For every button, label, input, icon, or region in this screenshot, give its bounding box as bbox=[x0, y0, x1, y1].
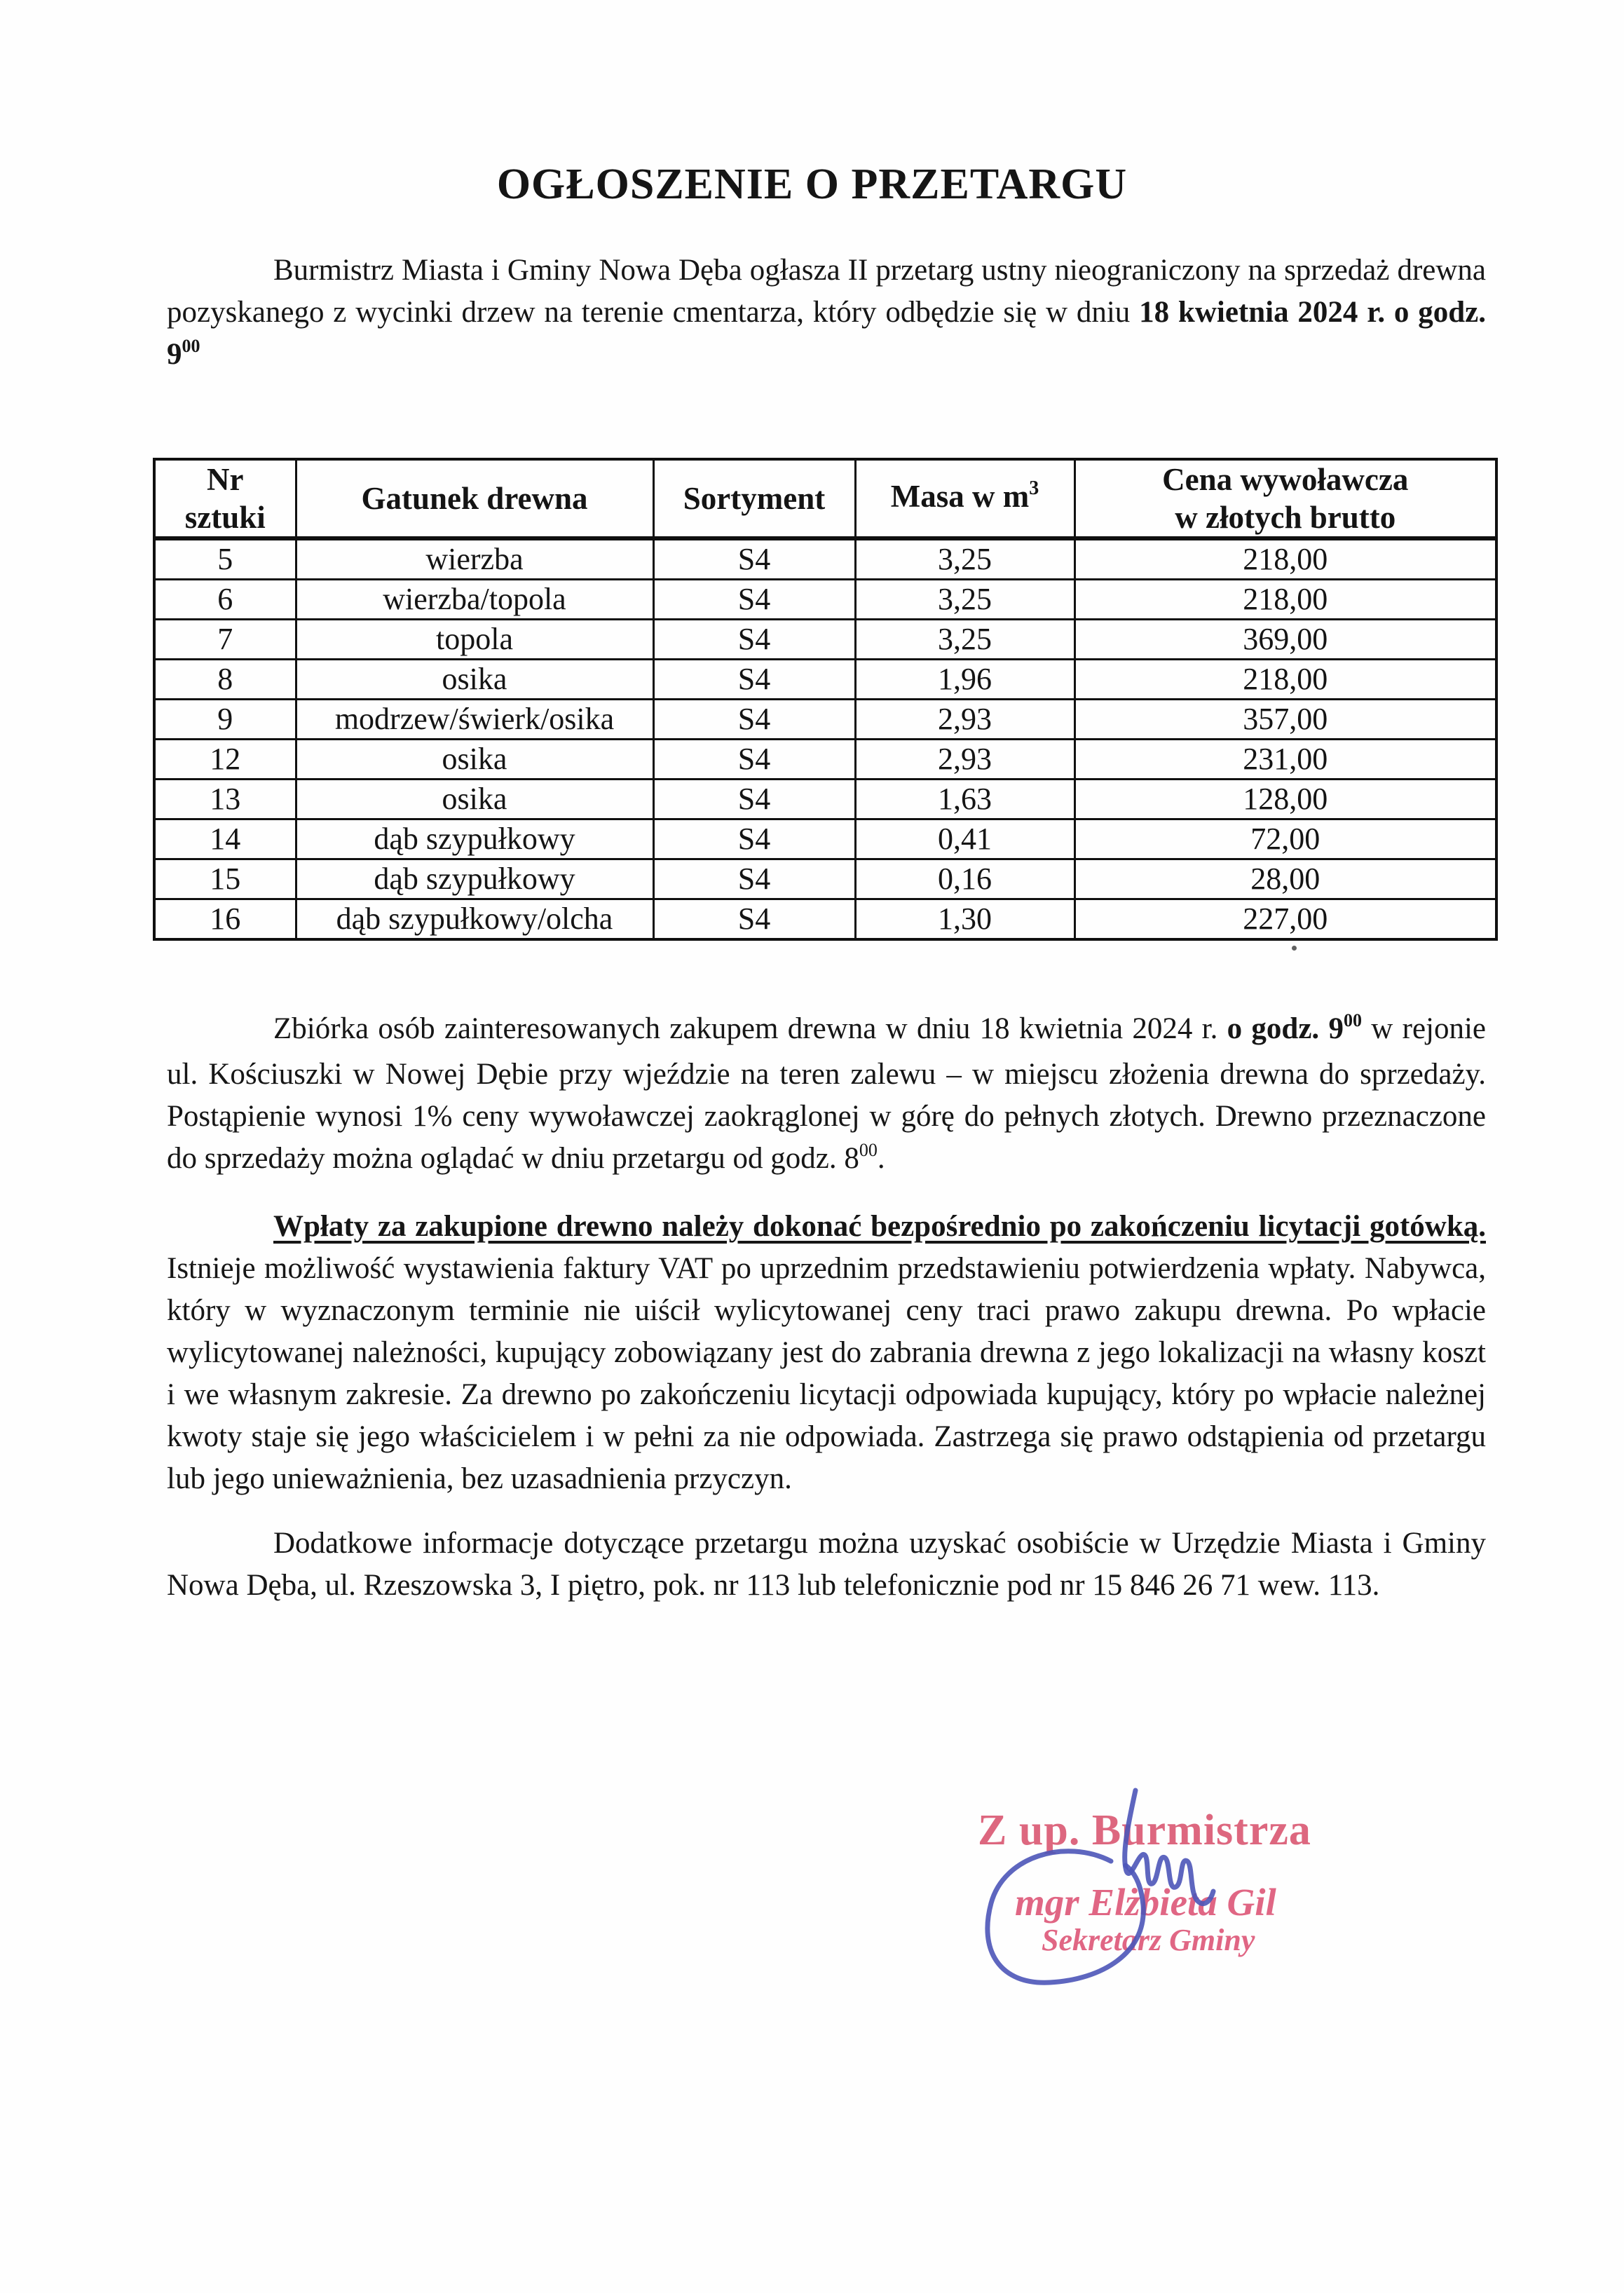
payment-paragraph bbox=[167, 1206, 1486, 1500]
cell-masa: 3,25 bbox=[855, 538, 1074, 580]
header-gatunek-drewna: Gatunek drewna bbox=[296, 459, 653, 538]
header-cena-line1: Cena wywoławcza bbox=[1162, 462, 1409, 497]
cell-gatunek: modrzew/świerk/osika bbox=[296, 700, 653, 740]
meeting-text-2: w rejonie ul. Kościuszki w Nowej Dębie przy wjeździe na teren zalewu – w miejscu złożenia drewna do sprzedaży. Postąpienie wynosi 1% ceny wywoławczej zaokrąglonej w górę do pełnych złotych. Drewno przeznaczone do sprzedaży można oglądać w dniu przetargu od godz. 8 bbox=[167, 1012, 1487, 1175]
header-masa-text: Masa w m bbox=[890, 478, 1030, 514]
cell-cena: 72,00 bbox=[1074, 819, 1496, 859]
meeting-text-3: . bbox=[877, 1142, 885, 1175]
intro-text: Burmistrz Miasta i Gminy Nowa Dęba ogłasza II przetarg ustny nieograniczony na sprzedaż drewna pozyskanego z wycinki drzew na terenie cmentarza, który odbędzie się w dniu bbox=[167, 254, 1486, 329]
meeting-paragraph bbox=[167, 1008, 1486, 1183]
cell-nr: 13 bbox=[154, 780, 296, 819]
table-row bbox=[154, 819, 1496, 859]
cell-sortyment: S4 bbox=[653, 620, 855, 660]
cell-gatunek: osika bbox=[296, 740, 653, 780]
wood-lots-table bbox=[153, 458, 1498, 941]
cell-cena: 231,00 bbox=[1074, 740, 1496, 780]
cell-cena: 218,00 bbox=[1074, 538, 1496, 580]
cell-nr: 6 bbox=[154, 580, 296, 620]
cell-masa: 3,25 bbox=[855, 580, 1074, 620]
meeting-text-1: Zbiórka osób zainteresowanych zakupem drewna w dniu 18 kwietnia 2024 r. bbox=[273, 1012, 1227, 1045]
cell-cena: 128,00 bbox=[1074, 780, 1496, 819]
cell-masa: 0,41 bbox=[855, 819, 1074, 859]
cell-masa: 3,25 bbox=[855, 620, 1074, 660]
intro-date-bold: 18 kwietnia 2024 r. o godz. 9 bbox=[167, 296, 1486, 371]
cell-gatunek: wierzba bbox=[296, 538, 653, 580]
cell-cena: 218,00 bbox=[1074, 660, 1496, 700]
cell-nr: 5 bbox=[154, 538, 296, 580]
cell-gatunek: osika bbox=[296, 780, 653, 819]
intro-hour-superscript: 00 bbox=[182, 336, 200, 356]
cell-cena: 218,00 bbox=[1074, 580, 1496, 620]
contact-paragraph: Dodatkowe informacje dotyczące przetargu można uzyskać osobiście w Urzędzie Miasta i Gminy Nowa Dęba, ul. Rzeszowska 3, I piętro, pok. nr 113 lub telefonicznie pod nr 15 846 26 71 wew. 113. bbox=[167, 1527, 1486, 1602]
header-nr-line2: sztuki bbox=[184, 500, 266, 535]
cell-masa: 2,93 bbox=[855, 700, 1074, 740]
stamp-signer-title: Sekretarz Gminy bbox=[1042, 1923, 1255, 1957]
header-masa-superscript: 3 bbox=[1029, 477, 1039, 499]
stamp-signer-name: mgr Elżbieta Gil bbox=[1015, 1881, 1276, 1924]
cell-masa: 0,16 bbox=[855, 859, 1074, 899]
header-masa bbox=[855, 459, 1074, 538]
cell-gatunek: topola bbox=[296, 620, 653, 660]
cell-sortyment: S4 bbox=[653, 819, 855, 859]
payment-text: Istnieje możliwość wystawienia faktury VAT po uprzednim przedstawieniu potwierdzenia wpłaty. Nabywca, który w wyznaczonym terminie nie uiścił wylicytowanej ceny traci prawo zakupu drewna. Po wpłacie wylicytowanej należności, kupujący zobowiązany jest do zabrania drewna z jego lokalizacji na własny koszt i we własnym zakresie. Za drewno po zakończeniu licytacji odpowiada kupujący, który po wpłacie należnej kwoty staje się jego właścicielem i w pełni za nie odpowiada. Zastrzega się prawo odstąpienia od przetargu lub jego unieważnienia, bez uzasadnienia przyczyn. bbox=[167, 1252, 1486, 1495]
table-header-row bbox=[154, 459, 1496, 538]
cell-gatunek: dąb szypułkowy bbox=[296, 819, 653, 859]
table-header bbox=[154, 459, 1496, 538]
table-row bbox=[154, 538, 1496, 580]
cell-masa: 1,96 bbox=[855, 660, 1074, 700]
header-cena bbox=[1074, 459, 1496, 538]
page-title: OGŁOSZENIE O PRZETARGU bbox=[496, 161, 1128, 208]
cell-sortyment: S4 bbox=[653, 859, 855, 899]
cell-gatunek: osika bbox=[296, 660, 653, 700]
table-row bbox=[154, 780, 1496, 819]
intro-paragraph bbox=[167, 250, 1486, 379]
cell-masa: 1,30 bbox=[855, 899, 1074, 940]
cell-gatunek: dąb szypułkowy/olcha bbox=[296, 899, 653, 940]
table-row bbox=[154, 859, 1496, 899]
table-row bbox=[154, 660, 1496, 700]
cell-sortyment: S4 bbox=[653, 580, 855, 620]
stamp-authorization-line: Z up. Burmistrza bbox=[978, 1806, 1311, 1854]
header-sortyment: Sortyment bbox=[653, 459, 855, 538]
cell-masa: 1,63 bbox=[855, 780, 1074, 819]
cell-sortyment: S4 bbox=[653, 780, 855, 819]
cell-masa: 2,93 bbox=[855, 740, 1074, 780]
payment-lead-bold-underline: Wpłaty za zakupione drewno należy dokonać bezpośrednio po zakończeniu licytacji gotówką. bbox=[273, 1210, 1486, 1243]
cell-nr: 9 bbox=[154, 700, 296, 740]
table-row bbox=[154, 700, 1496, 740]
signature-block bbox=[967, 1781, 1444, 2033]
table-body bbox=[154, 538, 1496, 939]
cell-nr: 14 bbox=[154, 819, 296, 859]
cell-sortyment: S4 bbox=[653, 538, 855, 580]
cell-sortyment: S4 bbox=[653, 700, 855, 740]
signature-oval-stroke bbox=[988, 1851, 1143, 1982]
table-row bbox=[154, 580, 1496, 620]
scan-artifact-dot bbox=[1292, 946, 1297, 951]
cell-cena: 28,00 bbox=[1074, 859, 1496, 899]
cell-gatunek: wierzba/topola bbox=[296, 580, 653, 620]
cell-cena: 369,00 bbox=[1074, 620, 1496, 660]
cell-nr: 12 bbox=[154, 740, 296, 780]
cell-nr: 8 bbox=[154, 660, 296, 700]
header-nr-line1: Nr bbox=[207, 462, 244, 497]
table-row bbox=[154, 899, 1496, 940]
meeting-hour-bold: o godz. 9 bbox=[1227, 1012, 1344, 1045]
meeting-hour-superscript: 00 bbox=[1343, 1010, 1362, 1030]
handwritten-signature-icon bbox=[967, 1781, 1444, 2033]
cell-sortyment: S4 bbox=[653, 740, 855, 780]
header-nr-sztuki bbox=[154, 459, 296, 538]
cell-gatunek: dąb szypułkowy bbox=[296, 859, 653, 899]
cell-sortyment: S4 bbox=[653, 899, 855, 940]
cell-nr: 7 bbox=[154, 620, 296, 660]
meeting-hour2-superscript: 00 bbox=[859, 1140, 878, 1160]
cell-nr: 16 bbox=[154, 899, 296, 940]
cell-cena: 357,00 bbox=[1074, 700, 1496, 740]
cell-nr: 15 bbox=[154, 859, 296, 899]
cell-cena: 227,00 bbox=[1074, 899, 1496, 940]
header-cena-line2: w złotych brutto bbox=[1175, 500, 1396, 535]
table-row bbox=[154, 740, 1496, 780]
cell-sortyment: S4 bbox=[653, 660, 855, 700]
table-row bbox=[154, 620, 1496, 660]
